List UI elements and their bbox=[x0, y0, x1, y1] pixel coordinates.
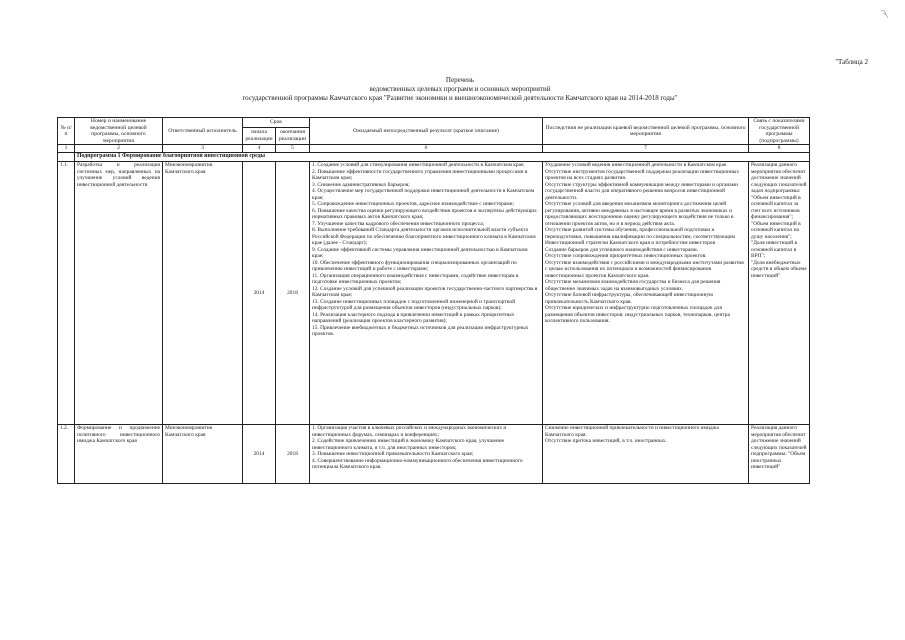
row-executor: Минэкономразвития Камчатского края bbox=[163, 162, 243, 425]
header-link: Связь с показателями государственной программы (подпрограммы) bbox=[749, 118, 810, 145]
subprogram-title: Подпрограмма 1 Формирование благоприятной инвестиционной среды bbox=[75, 153, 810, 162]
header-consequences: Последствия не реализации краевой ведомственной целевой программы, основного мероприятия bbox=[543, 118, 749, 145]
consequence-item: Отсутствие притока инвестиций, в т.ч. иностранных. bbox=[545, 438, 667, 445]
row-number: 1.2. bbox=[58, 425, 75, 484]
header-num: № п/п bbox=[58, 118, 75, 145]
consequence-item: Отсутствие юридических и инфраструктурно подготовленных площадок для размещения объектов инвесторов: индустриальных парков, технопарков, центра коллективного пользования. bbox=[545, 305, 730, 325]
header-result: Ожидаемый непосредственный результат (краткое описание) bbox=[310, 118, 543, 145]
row-executor: Минэкономразвития Камчатского края bbox=[163, 425, 243, 484]
result-item: 14. Реализация кластерного подхода в привлечении инвестиций в рамках приоритетных направлений (реализация проектов кластерного развития); bbox=[312, 311, 515, 325]
table-row bbox=[58, 425, 810, 484]
result-item: 10. Обеспечение эффективного функционирования специализированных организаций по привлечению инвестиций и работе с инвесторами; bbox=[312, 259, 517, 273]
row-end: 2018 bbox=[276, 425, 310, 484]
title-line-2: ведомственных целевых программ и основных мероприятий bbox=[369, 85, 551, 93]
row-name: Разработка и реализация системных мер, направленных на улучшение условий ведения инвестиционной деятельности bbox=[75, 162, 163, 425]
header-term: Срок bbox=[243, 118, 310, 128]
table-row bbox=[58, 162, 810, 425]
result-item: 8. Выполнение требований Стандарта деятельности органов исполнительной власти субъекта Российской Федерации по обеспечению благоприятного инвестиционного климата в Камчатском крае (далее - Стандарт); bbox=[312, 227, 536, 247]
consequence-item: Отсутствие механизмов взаимодействия государства и бизнеса для решения общественно значимых задач на взаимовыгодных условиях. bbox=[545, 279, 721, 292]
row-name: Формирование и продвижение позитивного инвестиционного имиджа Камчатского края bbox=[75, 425, 163, 484]
row-link bbox=[749, 162, 810, 425]
consequence-item: Отсутствие взаимодействия с российскими и международными институтами развития с целью использования их потенциала и возможностей финансирования инвестиционных проектов Камчатского края. bbox=[545, 259, 744, 279]
column-number: 6 bbox=[310, 145, 543, 153]
link-item: "Доля внебюджетных средств в общем объеме инвестиций" bbox=[751, 259, 807, 279]
program-table-wrapper bbox=[57, 117, 810, 484]
result-item: 15. Привлечение внебюджетных и бюджетных источников для реализации инфраструктурных проектов. bbox=[312, 324, 529, 338]
consequence-item: Снижение инвестиционной привлекательности и инвестиционного имиджа Камчатского края. bbox=[545, 425, 719, 438]
result-item: 12. Создание условий для успешной реализации проектов государственно-частного партнерства в Камчатском крае; bbox=[312, 285, 538, 299]
result-item: 4. Совершенствование информационно-коммуникационного обеспечения инвестиционного потенциала Камчатского края. bbox=[312, 457, 523, 471]
consequence-item: Отсутствие структуры эффективной коммуникации между инвесторами и органами государственной власти для оперативного решения вопросов инвестиционной деятельности. bbox=[545, 181, 738, 201]
result-item: 2. Повышение эффективности государственного управления инвестиционными процессами в Камчатском крае; bbox=[312, 168, 528, 182]
column-number: 4 bbox=[243, 145, 276, 153]
consequence-item: Отсутствие сопровождения приоритетных инвестиционных проектов. bbox=[545, 253, 707, 260]
subprogram-row bbox=[58, 153, 810, 162]
link-item: "Доля инвестиций в основной капитал в ВРП"; bbox=[751, 240, 798, 260]
result-item: 13. Создание инвестиционных площадок с подготовленной инженерной и транспортной инфраструктурой для размещения объектов инвесторов (индустриальных парков); bbox=[312, 298, 516, 312]
link-item: Реализация данного мероприятия обеспечит достижение значений следующих показателей задач подпрограммы: bbox=[751, 162, 807, 195]
row-consequences bbox=[543, 162, 749, 425]
consequence-item: Ухудшение условий ведения инвестиционной деятельности в Камчатском крае. bbox=[545, 162, 728, 169]
consequence-item: Отсутствие базовой инфраструктуры, обеспечивающей инвестиционную привлекательность Камчатского края. bbox=[545, 292, 714, 305]
row-end: 2018 bbox=[276, 162, 310, 425]
row-link bbox=[749, 425, 810, 484]
row-start: 2014 bbox=[243, 425, 276, 484]
row-consequences bbox=[543, 425, 749, 484]
result-item: 5. Сопровождение инвестиционных проектов, адресное взаимодействие с инвесторами; bbox=[312, 201, 515, 208]
header-start: начала реализации bbox=[243, 127, 276, 145]
link-item: "Объем инвестиций в основной капитал на душу населения"; bbox=[751, 220, 801, 240]
result-item: 4. Осуществление мер государственной поддержки инвестиционной деятельности в Камчатском крае; bbox=[312, 188, 535, 201]
header-executor: Ответственный исполнитель bbox=[163, 118, 243, 145]
result-item: 3. Снижение административных барьеров; bbox=[312, 181, 410, 188]
column-number: 8 bbox=[749, 145, 810, 153]
consequence-item: Отсутствие развитой системы обучения, профессиональной подготовки и переподготовки, повышения квалификации по специальностям, соответствующим Инвестиционной стратегии Камчатского края и потребностям инвесторов bbox=[545, 227, 735, 247]
result-item: 1. Организация участия в ключевых российских и международных экономических и инвестиционных форумах, семинарах и конференциях; bbox=[312, 425, 507, 438]
column-number-row bbox=[58, 145, 810, 153]
row-start: 2014 bbox=[243, 162, 276, 425]
column-number: 7 bbox=[543, 145, 749, 153]
result-item: 9. Создание эффективной системы управления инвестиционной деятельностью в Камчатском крае; bbox=[312, 246, 528, 260]
header-row-1 bbox=[58, 118, 810, 128]
result-item: 11. Организация операционного взаимодействия с инвесторами, содействие инвесторам в подготовке инвестиционных проектов; bbox=[312, 272, 519, 286]
title-line-3: государственной программы Камчатского края "Развитие экономики и внешнеэкономической деятельности Камчатского края на 2014-2018 годы" bbox=[242, 94, 678, 102]
result-item: 3. Повышение инвестиционной привлекательности Камчатского края; bbox=[312, 451, 474, 458]
result-item: 7. Улучшение качества кадрового обеспечения инвестиционного процесса; bbox=[312, 220, 485, 227]
table-label: "Таблица 2 bbox=[835, 58, 868, 66]
consequence-item: Создание барьеров для успешного взаимодействия с инвесторами. bbox=[545, 246, 699, 253]
corner-mark bbox=[880, 9, 890, 19]
column-number: 2 bbox=[75, 145, 163, 153]
column-number: 3 bbox=[163, 145, 243, 153]
link-item: "Объем инвестиций в основной капитал за счет всех источников финансирования"; bbox=[751, 194, 801, 221]
row-results bbox=[310, 425, 543, 484]
document-title bbox=[60, 76, 860, 103]
header-end: окончания реализации bbox=[276, 127, 310, 145]
row-number: 1.1. bbox=[58, 162, 75, 425]
result-item: 1. Создание условий для стимулирования инвестиционной деятельности в Камчатском крае; bbox=[312, 162, 525, 169]
result-item: 6. Повышение качества оценки регулирующего воздействия проектов и экспертизы действующих нормативных правовых актов Камчатского края; bbox=[312, 207, 537, 221]
program-table bbox=[57, 117, 810, 484]
result-item: 2. Содействие привлечению инвестиций в экономику Камчатского края, улучшение инвестиционного климата, в т.ч. для иностранных инвесторов; bbox=[312, 438, 505, 451]
consequence-item: Отсутствие условий для введения механизмов мониторинга достижения целей регулирования, активно внедряемых в настоящее время в развитых экономиках и предоставляющих всестороннюю оценку регулирующего воздействия не только в отношении проектов актов, но и в период действия акта. bbox=[545, 201, 734, 227]
link-item: Реализация данного мероприятия обеспечит достижение значений следующих показателей подпрограммы: "Объем иностранных инвестиций" bbox=[751, 425, 807, 471]
column-number: 1 bbox=[58, 145, 75, 153]
title-line-1: Перечень bbox=[445, 76, 475, 84]
consequence-item: Отсутствие инструментов государственной поддержки реализации инвестиционных проектов на всех стадиях развития. bbox=[545, 168, 740, 182]
header-name: Номер и наименование ведомственной целевой программы, основного мероприятия bbox=[75, 118, 163, 145]
row-results bbox=[310, 162, 543, 425]
column-number: 5 bbox=[276, 145, 310, 153]
